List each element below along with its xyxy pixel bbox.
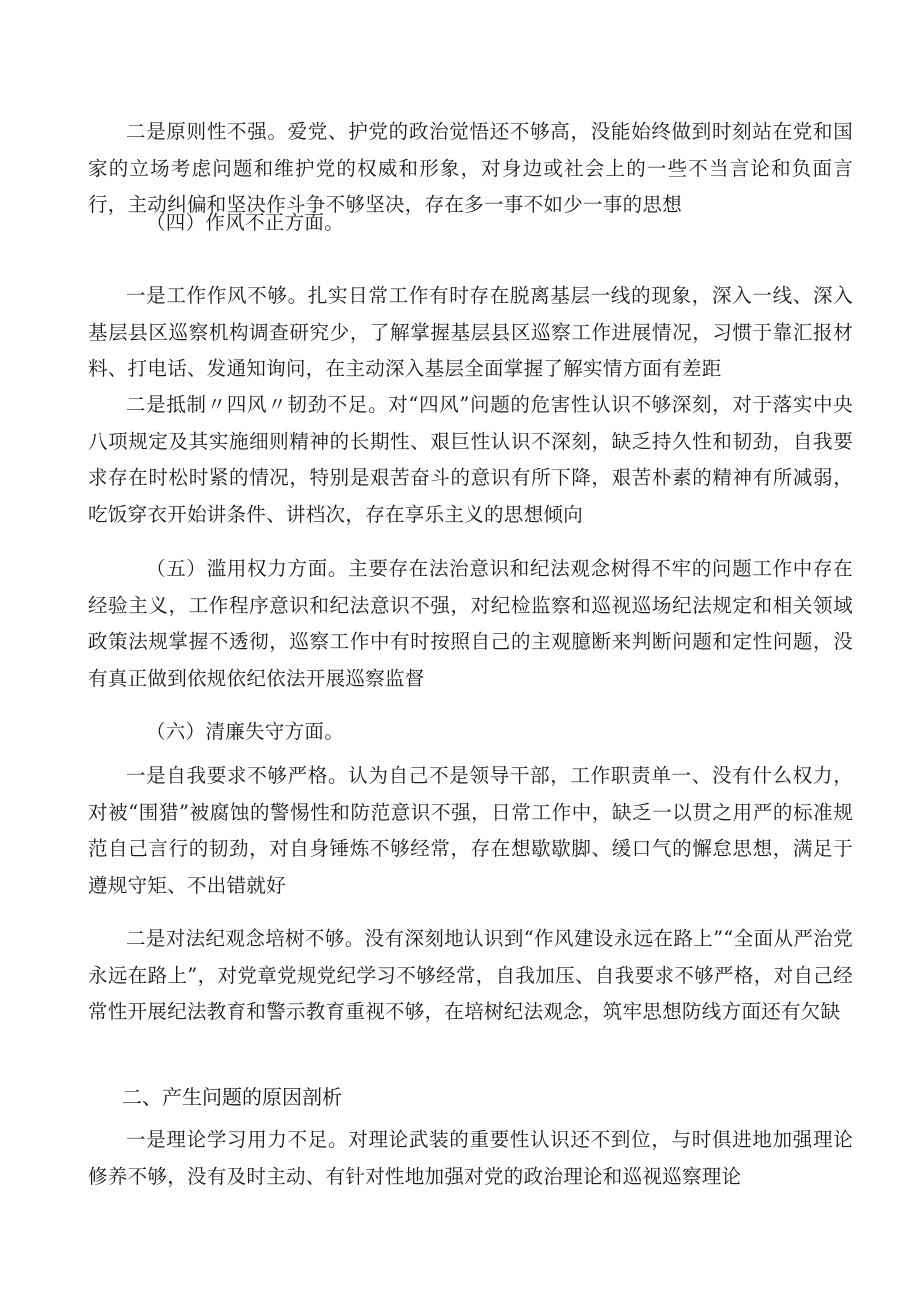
paragraph-law-discipline: 二是对法纪观念培树不够。没有深刻地认识到“作风建设永远在路上”“全面从严治党永远在路上”，对党章党规党纪学习不够经常，自我加压、自我要求不够严格，对自己经常性开展纪法教育和警示教育重视不够，在培树纪法观念，筑牢思想防线方面还有欠缺 (88, 927, 853, 1023)
paragraph-work-style: 一是工作作风不够。扎实日常工作有时存在脱离基层一线的现象，深入一线、深入基层县区巡察机构调查研究少，了解掌握基层县区巡察工作进展情况，习惯于靠汇报材料、打电话、发通知询问，在主动深入基层全面掌握了解实情方面有差距 (88, 284, 853, 380)
paragraph-theory-study: 一是理论学习用力不足。对理论武装的重要性认识还不到位，与时俱进地加强理论修养不够，没有及时主动、有针对性地加强对党的政治理论和巡视巡察理论 (88, 1128, 853, 1188)
section-heading-work-style: （四）作风不正方面。 (146, 211, 345, 234)
paragraph-four-winds: 二是抵制〃四风〃韧劲不足。对“四风”问题的危害性认识不够深刻，对于落实中央八项规定及其实施细则精神的长期性、艰巨性认识不深刻，缺乏持久性和韧劲，自我要求存在时松时紧的情况，特别是艰苦奋斗的意识有所下降，艰苦朴素的精神有所减弱，吃饭穿衣开始讲条件、讲档次，存在享乐主义的思想倾向 (88, 393, 853, 526)
section-heading-causes: 二、产生问题的原因剖析 (122, 1085, 342, 1109)
paragraph-abuse-of-power: （五）滥用权力方面。主要存在法治意识和纪法观念树得不牢的问题工作中存在经验主义，工作程序意识和纪法意识不强，对纪检监察和巡视巡场纪法规定和相关领域政策法规掌握不透彻，巡察工作中有时按照自己的主观臆断来判断问题和定性问题，没有真正做到依规依纪依法开展巡察监督 (88, 557, 853, 690)
paragraph-principle: 二是原则性不强。爱党、护党的政治觉悟还不够高，没能始终做到时刻站在党和国家的立场考虑问题和维护党的权威和形象，对身边或社会上的一些不当言论和负面言行，主动纠偏和坚决作斗争不够坚决，存在多一事不如少一事的思想 (88, 120, 853, 216)
paragraph-self-discipline: 一是自我要求不够严格。认为自己不是领导干部，工作职责单一、没有什么权力，对被“围猎”被腐蚀的警惕性和防范意识不强，日常工作中，缺乏一以贯之用严的标准规范自己言行的韧劲，对自身锤炼不够经常，存在想歇歇脚、缓口气的懈怠思想，满足于遵规守矩、不出错就好 (88, 764, 853, 897)
section-heading-integrity: （六）清廉失守方面。 (146, 720, 345, 743)
